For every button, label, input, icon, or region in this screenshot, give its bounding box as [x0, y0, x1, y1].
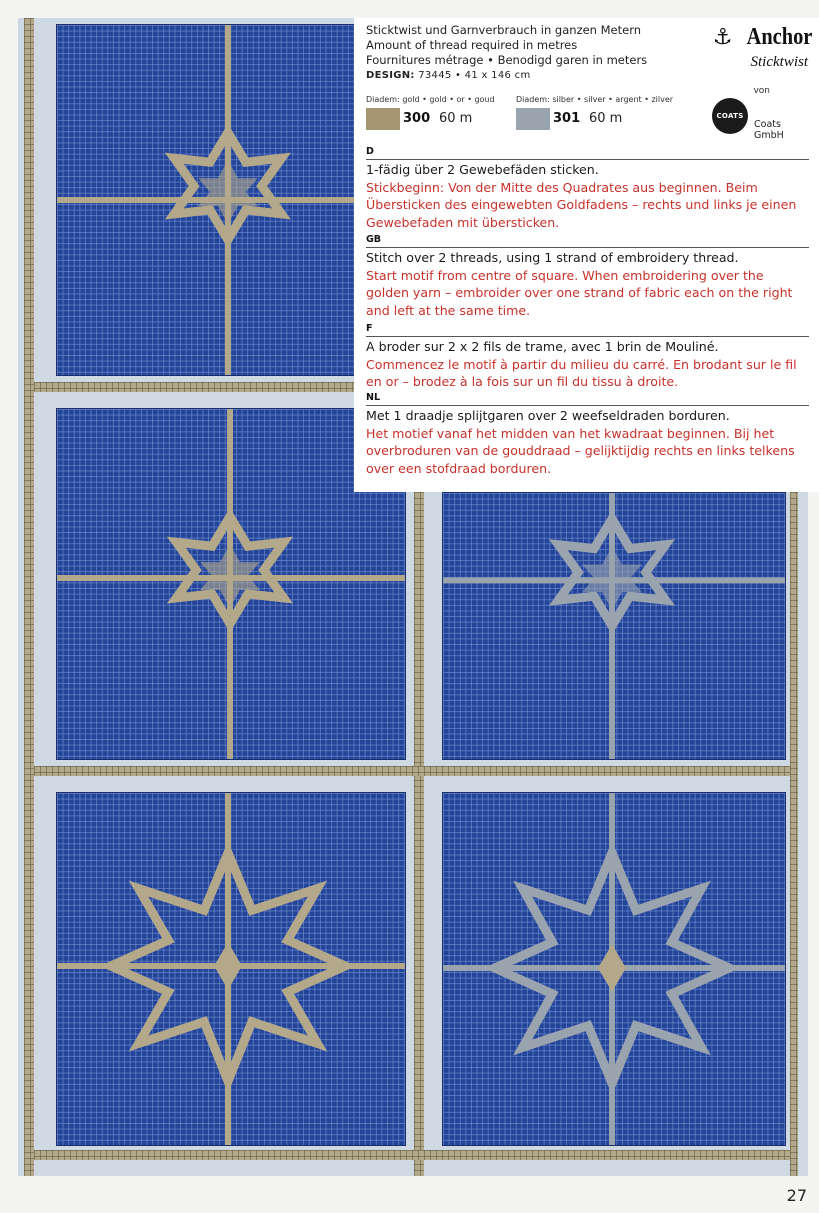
instruction-dutch: [366, 407, 807, 477]
anchor-brand-block: [700, 22, 812, 142]
thread-gold-label: Diadem: gold • gold • or • goud: [366, 95, 495, 104]
brand-name: Anchor: [746, 23, 812, 50]
lang-code-nl: NL: [366, 392, 381, 403]
star-motif: [57, 25, 365, 375]
coats-logo-icon: [712, 98, 748, 134]
design-line: [366, 70, 531, 81]
header-line-3: Fournitures métrage • Benodigd garen in meters: [366, 53, 648, 67]
gold-band-h2: [34, 766, 790, 776]
lang-code-d: D: [366, 146, 374, 157]
divider: [366, 159, 809, 160]
gold-band-h1: [34, 382, 368, 392]
divider: [366, 247, 809, 248]
star-motif: [57, 793, 405, 1145]
instruction-dutch-main: Met 1 draadje splijtgaren over 2 weefseldraden borduren.: [366, 408, 730, 423]
design-value: 73445 • 41 x 146 cm: [418, 70, 531, 81]
gold-band-left: [24, 18, 34, 1176]
gold-band-middle: [414, 492, 424, 1176]
header-line-1: Sticktwist und Garnverbrauch in ganzen Metern: [366, 23, 642, 37]
design-label: DESIGN:: [366, 70, 415, 81]
instruction-french: [366, 338, 807, 391]
instruction-english-main: Stitch over 2 threads, using 1 strand of embroidery thread.: [366, 250, 739, 265]
instruction-german: [366, 161, 807, 231]
coats-name: Coats GmbH: [754, 119, 784, 141]
motif-square-bottom-right: [442, 792, 786, 1146]
thread-gold-amount: 60 m: [439, 111, 473, 126]
divider: [366, 336, 809, 337]
gold-band-right: [790, 492, 798, 1176]
thread-gold-swatch: [366, 108, 400, 130]
brand-subtitle: Sticktwist: [750, 54, 808, 70]
motif-square-middle-right: [442, 492, 786, 760]
thread-silver-swatch: [516, 108, 550, 130]
lang-code-gb: GB: [366, 234, 382, 245]
thread-gold-number: 300: [403, 111, 431, 126]
thread-silver-number: 301: [553, 111, 581, 126]
anchor-icon: ⚓: [712, 24, 733, 50]
anchor-logo: [710, 22, 812, 52]
instruction-dutch-note: Het motief vanaf het midden van het kwadraat beginnen. Bij het overbroduren van de gouddraad – gelijktijdig rechts en links telkens over een stofdraad borduren.: [366, 425, 795, 476]
page-number: 27: [786, 1186, 807, 1205]
instruction-german-main: 1-fädig über 2 Gewebefäden sticken.: [366, 162, 599, 177]
star-motif: [57, 409, 405, 759]
motif-square-bottom-left: [56, 792, 406, 1146]
instruction-french-note: Commencez le motif à partir du milieu du carré. En brodant sur le fil en or – brodez à la fois sur un fil du tissu à droite.: [366, 356, 797, 389]
thread-silver-amount: 60 m: [589, 111, 623, 126]
brand-von: von: [753, 86, 770, 96]
coats-badge-text: COATS: [716, 112, 744, 120]
star-motif: [443, 493, 785, 759]
motif-square-top-left: [56, 24, 366, 376]
header-line-2: Amount of thread required in metres: [366, 38, 578, 52]
gold-band-h3: [34, 1150, 790, 1160]
instruction-german-note: Stickbeginn: Von der Mitte des Quadrates aus beginnen. Beim Übersticken des eingewebten Goldfadens – rechts und links je einen Gewebefaden mit übersticken.: [366, 179, 797, 230]
divider: [366, 405, 809, 406]
instruction-english-note: Start motif from centre of square. When embroidering over the golden yarn – embroider over one strand of fabric each on the right and left at the same time.: [366, 267, 793, 318]
instruction-english: [366, 249, 807, 319]
instruction-french-main: A broder sur 2 x 2 fils de trame, avec 1 brin de Mouliné.: [366, 339, 719, 354]
star-motif: [443, 793, 785, 1145]
lang-code-f: F: [366, 323, 373, 334]
thread-silver-label: Diadem: silber • silver • argent • zilver: [516, 95, 674, 104]
